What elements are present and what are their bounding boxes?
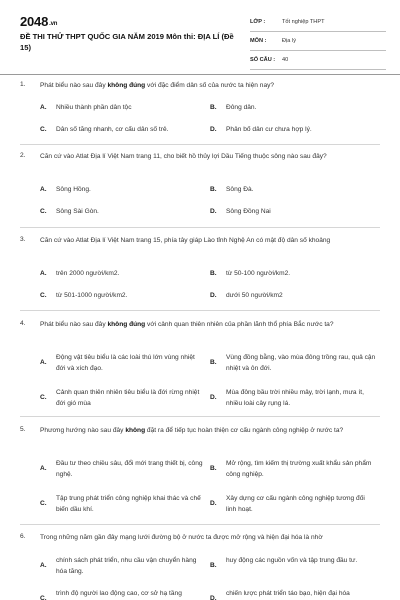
option-letter: D.	[210, 292, 217, 299]
option-letter: C.	[40, 500, 47, 507]
option-text: Sông Đồng Nai	[226, 208, 271, 215]
option-text: trình độ người lao động cao, cơ sở hạ tầng	[56, 590, 182, 597]
meta-row-class	[250, 13, 386, 32]
option-letter: B.	[210, 270, 217, 277]
option-letter: A.	[40, 465, 47, 472]
option-letter: B.	[210, 104, 217, 111]
question-text	[40, 236, 370, 247]
option-text: từ 50-100 người/km2.	[226, 270, 291, 277]
question-divider	[20, 310, 380, 311]
question-text-part: Phát biểu nào sau đây	[40, 82, 108, 89]
question-text	[40, 152, 370, 163]
option-letter: A.	[40, 270, 47, 277]
question-text-part: Phát biểu nào sau đây	[40, 321, 108, 328]
question-text-emphasis: không đúng	[107, 82, 146, 89]
option-text: huy động các nguồn vốn và tập trung đầu tư.	[226, 557, 358, 564]
option-letter: B.	[210, 465, 217, 472]
question-text-emphasis: không đúng	[107, 321, 146, 328]
question-text	[40, 81, 370, 92]
question-text-part: Trong những năm gần đây mạng lưới đường bộ ở nước ta được mở rộng và hiện đại hóa là nhờ	[40, 534, 323, 541]
option-text: Mùa đông bầu trời nhiều mây, trời lạnh, mưa ít, nhiều loài cây rụng lá.	[226, 389, 364, 407]
question-number: 3.	[20, 236, 26, 243]
option-text: Nhiều thành phần dân tộc	[56, 104, 132, 111]
option-letter: D.	[210, 595, 217, 600]
meta-label: MÔN :	[250, 38, 267, 44]
option-letter: C.	[40, 595, 47, 600]
option-text: Đầu tư theo chiều sâu, đổi mới trang thiết bị, công nghệ.	[56, 460, 203, 478]
option-text: dưới 50 người/km2	[226, 292, 283, 299]
question-text-part: Căn cứ vào Atlat Địa lí Việt Nam trang 15, phía tây giáp Lào tỉnh Nghệ An có mật độ dân số khoảng	[40, 237, 331, 244]
option-text: Sông Hồng.	[56, 186, 91, 193]
option-letter: A.	[40, 186, 47, 193]
question-text-part: Căn cứ vào Atlat Địa lí Việt Nam trang 11, cho biết hồ thủy lợi Dầu Tiếng thuộc sông nào sau đây?	[40, 153, 327, 160]
option-letter: C.	[40, 292, 47, 299]
question-number: 1.	[20, 81, 26, 88]
option-letter: A.	[40, 562, 47, 569]
option-text: từ 501-1000 người/km2.	[56, 292, 128, 299]
meta-row-count	[250, 51, 386, 70]
question-divider	[20, 416, 380, 417]
meta-label: LỚP :	[250, 19, 266, 25]
question-text	[40, 533, 370, 544]
meta-value: Tốt nghiệp THPT	[282, 19, 325, 25]
question-text-part: với đặc điểm dân số của nước ta hiện nay?	[145, 82, 275, 89]
option-letter: B.	[210, 562, 217, 569]
meta-row-subject	[250, 32, 386, 51]
option-text: trên 2000 người/km2.	[56, 270, 120, 277]
option-letter: B.	[210, 186, 217, 193]
option-text: Cảnh quan thiên nhiên tiêu biểu là đới rừng nhiệt đới gió mùa	[56, 389, 200, 407]
option-text: Dân số tăng nhanh, cơ cấu dân số trẻ.	[56, 126, 169, 133]
meta-value: 40	[282, 57, 289, 63]
option-letter: A.	[40, 104, 47, 111]
logo-suffix: .vn	[49, 21, 58, 27]
option-letter: D.	[210, 208, 217, 215]
question-number: 4.	[20, 320, 26, 327]
header-divider	[0, 74, 400, 75]
question-number: 6.	[20, 533, 26, 540]
option-text: Động vật tiêu biểu là các loài thú lớn vùng nhiệt đới và xích đạo.	[56, 354, 195, 372]
option-letter: D.	[210, 394, 217, 401]
option-letter: D.	[210, 500, 217, 507]
option-text: Sông Sài Gòn.	[56, 208, 99, 215]
exam-header	[0, 0, 400, 86]
option-text: Sông Đà.	[226, 186, 254, 193]
option-text: Mở rộng, tìm kiếm thị trường xuất khẩu sản phẩm công nghiệp.	[226, 460, 372, 478]
question-text-part: với cảnh quan thiên nhiên của phần lãnh thổ phía Bắc nước ta?	[145, 321, 334, 328]
option-letter: D.	[210, 126, 217, 133]
option-letter: A.	[40, 359, 47, 366]
option-text: Xây dựng cơ cấu ngành công nghiệp tương đối linh hoạt.	[226, 495, 365, 513]
question-text-emphasis: không	[125, 427, 146, 434]
option-text: Vùng đồng bằng, vào mùa đông trồng rau, quả cận nhiệt và ôn đới.	[226, 354, 376, 372]
meta-label: SỐ CÂU :	[250, 57, 276, 63]
exam-title: ĐỀ THI THỬ THPT QUỐC GIA NĂM 2019 Môn thi: ĐỊA LÍ (Đề 15)	[20, 32, 234, 52]
question-divider	[20, 144, 380, 145]
question-number: 5.	[20, 426, 26, 433]
question-text	[40, 320, 370, 331]
option-letter: B.	[210, 359, 217, 366]
question-divider	[20, 524, 380, 525]
option-letter: C.	[40, 126, 47, 133]
option-text: Đông dân.	[226, 104, 257, 111]
option-text: Phân bố dân cư chưa hợp lý.	[226, 126, 312, 133]
question-text-part: đặt ra để tiếp tục hoàn thiện cơ cấu ngành công nghiệp ở nước ta?	[145, 427, 344, 434]
site-logo[interactable]	[20, 14, 57, 29]
option-text: chính sách phát triển, nhu cầu vận chuyển hàng hóa tăng.	[56, 557, 197, 575]
option-text: chiến lược phát triển táo bạo, hiện đại hóa	[226, 590, 350, 597]
question-number: 2.	[20, 152, 26, 159]
exam-meta	[250, 13, 386, 70]
question-text-part: Phương hướng nào sau đây	[40, 427, 126, 434]
option-letter: C.	[40, 208, 47, 215]
logo-main: 2048	[20, 14, 49, 29]
meta-value: Địa lý	[282, 38, 296, 44]
option-letter: C.	[40, 394, 47, 401]
option-text: Tập trung phát triển công nghiệp khai thác và chế biến dầu khí.	[56, 495, 201, 513]
question-text	[40, 426, 370, 437]
question-divider	[20, 227, 380, 228]
